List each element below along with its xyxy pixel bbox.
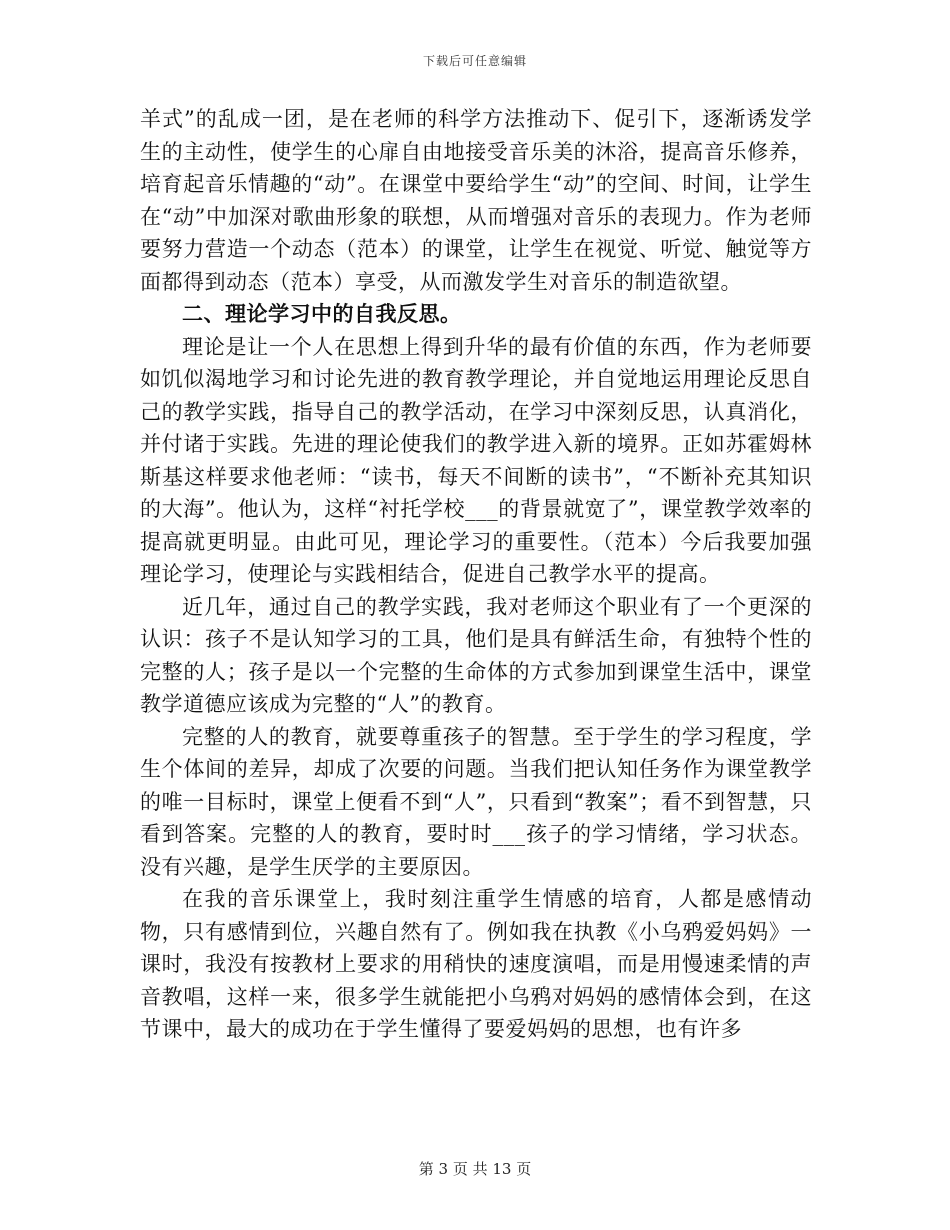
page-header: 下载后可任意编辑 xyxy=(422,54,527,68)
document-body xyxy=(140,103,812,1046)
paragraph-theory: 理论是让一个人在思想上得到升华的最有价值的东西，作为老师要如饥似渴地学习和讨论先进的教育教学理论，并自觉地运用理论反思自己的教学实践，指导自己的教学活动，在学习中深刻反思，认真消化，并付诸于实践。先进的理论使我们的教学进入新的境界。正如苏霍姆林斯基这样要求他老师：“读书，每天不间断的读书”，“不断补充其知识的大海”。他认为，这样“衬托学校___的背景就宽了”，课堂教学效率的提高就更明显。由此可见，理论学习的重要性。（范本）今后我要加强理论学习，使理论与实践相结合，促进自己教学水平的提高。 xyxy=(140,334,812,586)
paragraph-practice: 近几年，通过自己的教学实践，我对老师这个职业有了一个更深的认识：孩子不是认知学习的工具，他们是具有鲜活生命，有独特个性的完整的人；孩子是以一个完整的生命体的方式参加到课堂生活中，课堂教学道德应该成为完整的“人”的教育。 xyxy=(140,594,812,716)
paragraph-music-class: 在我的音乐课堂上，我时刻注重学生情感的培育，人都是感情动物，只有感情到位，兴趣自然有了。例如我在执教《小乌鸦爱妈妈》一课时，我没有按教材上要求的用稍快的速度演唱，而是用慢速柔情的声音教唱，这样一来，很多学生就能把小乌鸦对妈妈的感情体会到，在这节课中，最大的成功在于学生懂得了要爱妈妈的思想，也有许多 xyxy=(140,887,812,1041)
page-number: 第 3 页 共 13 页 xyxy=(418,1160,532,1178)
paragraph-continuation: 羊式”的乱成一团，是在老师的科学方法推动下、促引下，逐渐诱发学生的主动性，使学生的心扉自由地接受音乐美的沐浴，提高音乐修养，培育起音乐情趣的“动”。在课堂中要给学生“动”的空间、时间，让学生在“动”中加深对歌曲形象的联想，从而增强对音乐的表现力。作为老师要努力营造一个动态（范本）的课堂，让学生在视觉、听觉、触觉等方面都得到动态（范本）享受，从而激发学生对音乐的制造欲望。 xyxy=(140,107,812,294)
section-heading: 二、理论学习中的自我反思。 xyxy=(182,301,462,326)
paragraph-whole-person: 完整的人的教育，就要尊重孩子的智慧。至于学生的学习程度，学生个体间的差异，却成了次要的问题。当我们把认知任务作为课堂教学的唯一目标时，课堂上便看不到“人”，只看到“教案”；看不到智慧，只看到答案。完整的人的教育，要时时___孩子的学习情绪，学习状态。没有兴趣，是学生厌学的主要原因。 xyxy=(140,724,812,879)
